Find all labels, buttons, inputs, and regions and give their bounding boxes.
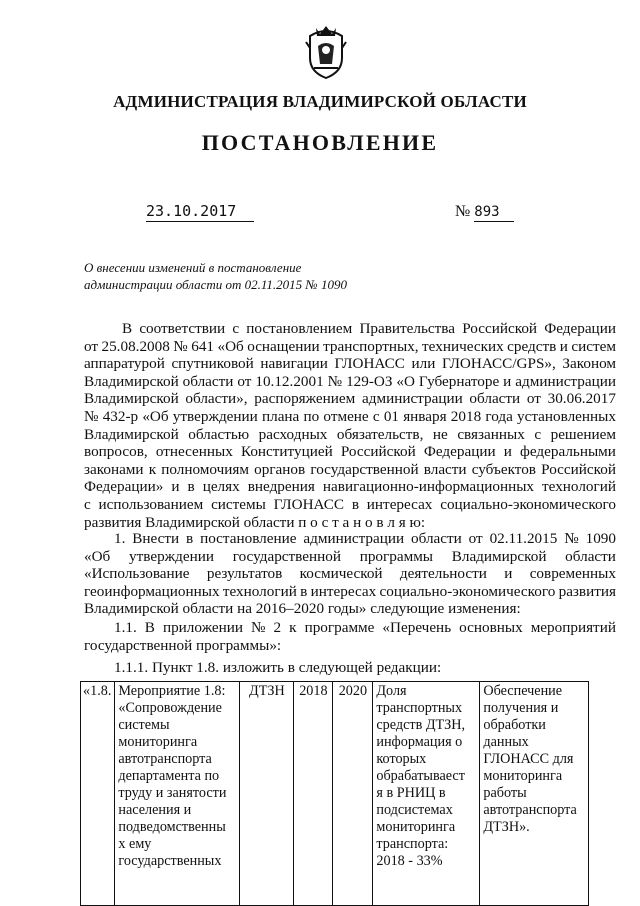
paragraph-line: «Использование результатов космической деятельности и современных (84, 565, 616, 583)
cell-line: 2018 - 33% (376, 853, 443, 869)
cell-line: информация о (376, 734, 463, 750)
cell-line: департамента по (118, 768, 220, 784)
cell-line: подсистемах (376, 802, 453, 818)
paragraph-line: Владимирской областью расходных обязательств, не связанных с решением (84, 425, 616, 443)
cell-line: Мероприятие 1.8: (118, 683, 226, 699)
paragraph-line: аппаратурой спутниковой навигации ГЛОНАСС или ГЛОНАСС/GPS», Законом (84, 355, 616, 373)
cell-line: автотранспорта (483, 802, 577, 818)
cell-line: транспорта: (376, 836, 449, 852)
paragraph-line: законами к полномочиям органов государственной власти субъектов Российской (84, 460, 616, 478)
cell-line: системы (118, 717, 170, 733)
cell-line: мониторинга (118, 734, 198, 750)
cell-line: Доля (376, 683, 407, 699)
paragraph-line: Владимирской области», распоряжением администрации области от 30.06.2017 (84, 390, 616, 408)
cell-line: транспортных (376, 700, 463, 716)
paragraph-line: «Об утверждении государственной программы Владимирской области (84, 547, 616, 565)
cell-line: которых (376, 751, 427, 767)
cell-measure (115, 682, 240, 906)
cell-line: Обеспечение (483, 683, 563, 699)
cell-line: данных (483, 734, 529, 750)
cell-executor: ДТЗН (240, 682, 294, 906)
subject-line: О внесении изменений в постановление (84, 260, 302, 275)
cell-result (480, 682, 589, 906)
paragraph-line: 1.1.1. Пункт 1.8. изложить в следующей редакции: (114, 659, 442, 676)
document-type-title: ПОСТАНОВЛЕНИЕ (201, 130, 439, 155)
document-subject (84, 259, 404, 293)
paragraph-line: от 25.08.2008 № 641 «Об оснащении транспортных, технических средств и систем (84, 337, 616, 355)
number-underline (474, 221, 514, 222)
subject-line: администрации области от 02.11.2015 № 1090 (84, 277, 347, 292)
paragraph-line: развития Владимирской области п о с т а н о в л я ю: (84, 513, 426, 531)
paragraph-line: Владимирской области на 2016–2020 годы» следующие изменения: (84, 600, 521, 618)
paragraph-line: геоинформационных технологий в интересах социально-экономического развития (84, 582, 616, 600)
paragraph-line: 1.1. В приложении № 2 к программе «Перечень основных мероприятий (114, 619, 616, 636)
cell-line: обрабатываест (376, 768, 465, 784)
cell-line: мониторинга (376, 819, 456, 835)
paragraph-line: государственной программы»: (84, 636, 282, 654)
cell-line: «Сопровождение (118, 700, 222, 716)
cell-line: я в РНИЦ в (376, 785, 446, 801)
organization-title: АДМИНИСТРАЦИЯ ВЛАДИМИРСКОЙ ОБЛАСТИ (113, 92, 527, 111)
cell-line: х ему (118, 836, 152, 852)
paragraph-line: В соответствии с постановлением Правительства Российской Федерации (122, 320, 616, 337)
document-date: 23.10.2017 (146, 202, 237, 220)
number-value: 893 (474, 204, 500, 220)
paragraph-line: Владимирской области от 10.12.2001 № 129-ОЗ «О Губернаторе и администрации (84, 372, 616, 390)
paragraph-line: Федерации» и в целях внедрения навигационно-информационных технологий (84, 478, 616, 496)
paragraph-line: 1. Внести в постановление администрации области от 02.11.2015 № 1090 (114, 530, 616, 547)
measures-table (80, 681, 589, 906)
cell-line: получения и (483, 700, 559, 716)
cell-start-year: 2018 (294, 682, 333, 906)
paragraph-line: № 432-р «Об утверждении плана по отмене с 01 января 2018 года установленных (84, 407, 616, 425)
cell-line: государственных (118, 853, 222, 869)
cell-indicator (373, 682, 480, 906)
cell-line: ГЛОНАСС для (483, 751, 574, 767)
item-1-1-paragraph (84, 619, 616, 654)
paragraph-line: с использованием системы ГЛОНАСС в интересах социально-экономического (84, 495, 616, 513)
preamble-paragraph (84, 320, 616, 531)
cell-line: труду и занятости (118, 785, 227, 801)
cell-line: обработки (483, 717, 546, 733)
cell-line: ДТЗН». (483, 819, 530, 835)
cell-line: средств ДТЗН, (376, 717, 466, 733)
cell-line: работы (483, 785, 527, 801)
item-1-1-1-paragraph (84, 659, 616, 677)
document-number (455, 203, 500, 221)
cell-line: мониторинга (483, 768, 563, 784)
item-1-paragraph (84, 530, 616, 618)
cell-line: подведомственны (118, 819, 226, 835)
number-sign: № (455, 203, 471, 220)
coat-of-arms-icon (302, 22, 350, 80)
cell-line: населения и (118, 802, 192, 818)
paragraph-line: вопросов, отнесенных Конституцией Российской Федерации и федеральными (84, 443, 616, 461)
cell-line: автотранспорта (118, 751, 212, 767)
cell-item-number: «1.8. (81, 682, 115, 906)
date-underline (146, 221, 254, 222)
table-row (81, 682, 589, 906)
cell-end-year: 2020 (333, 682, 373, 906)
